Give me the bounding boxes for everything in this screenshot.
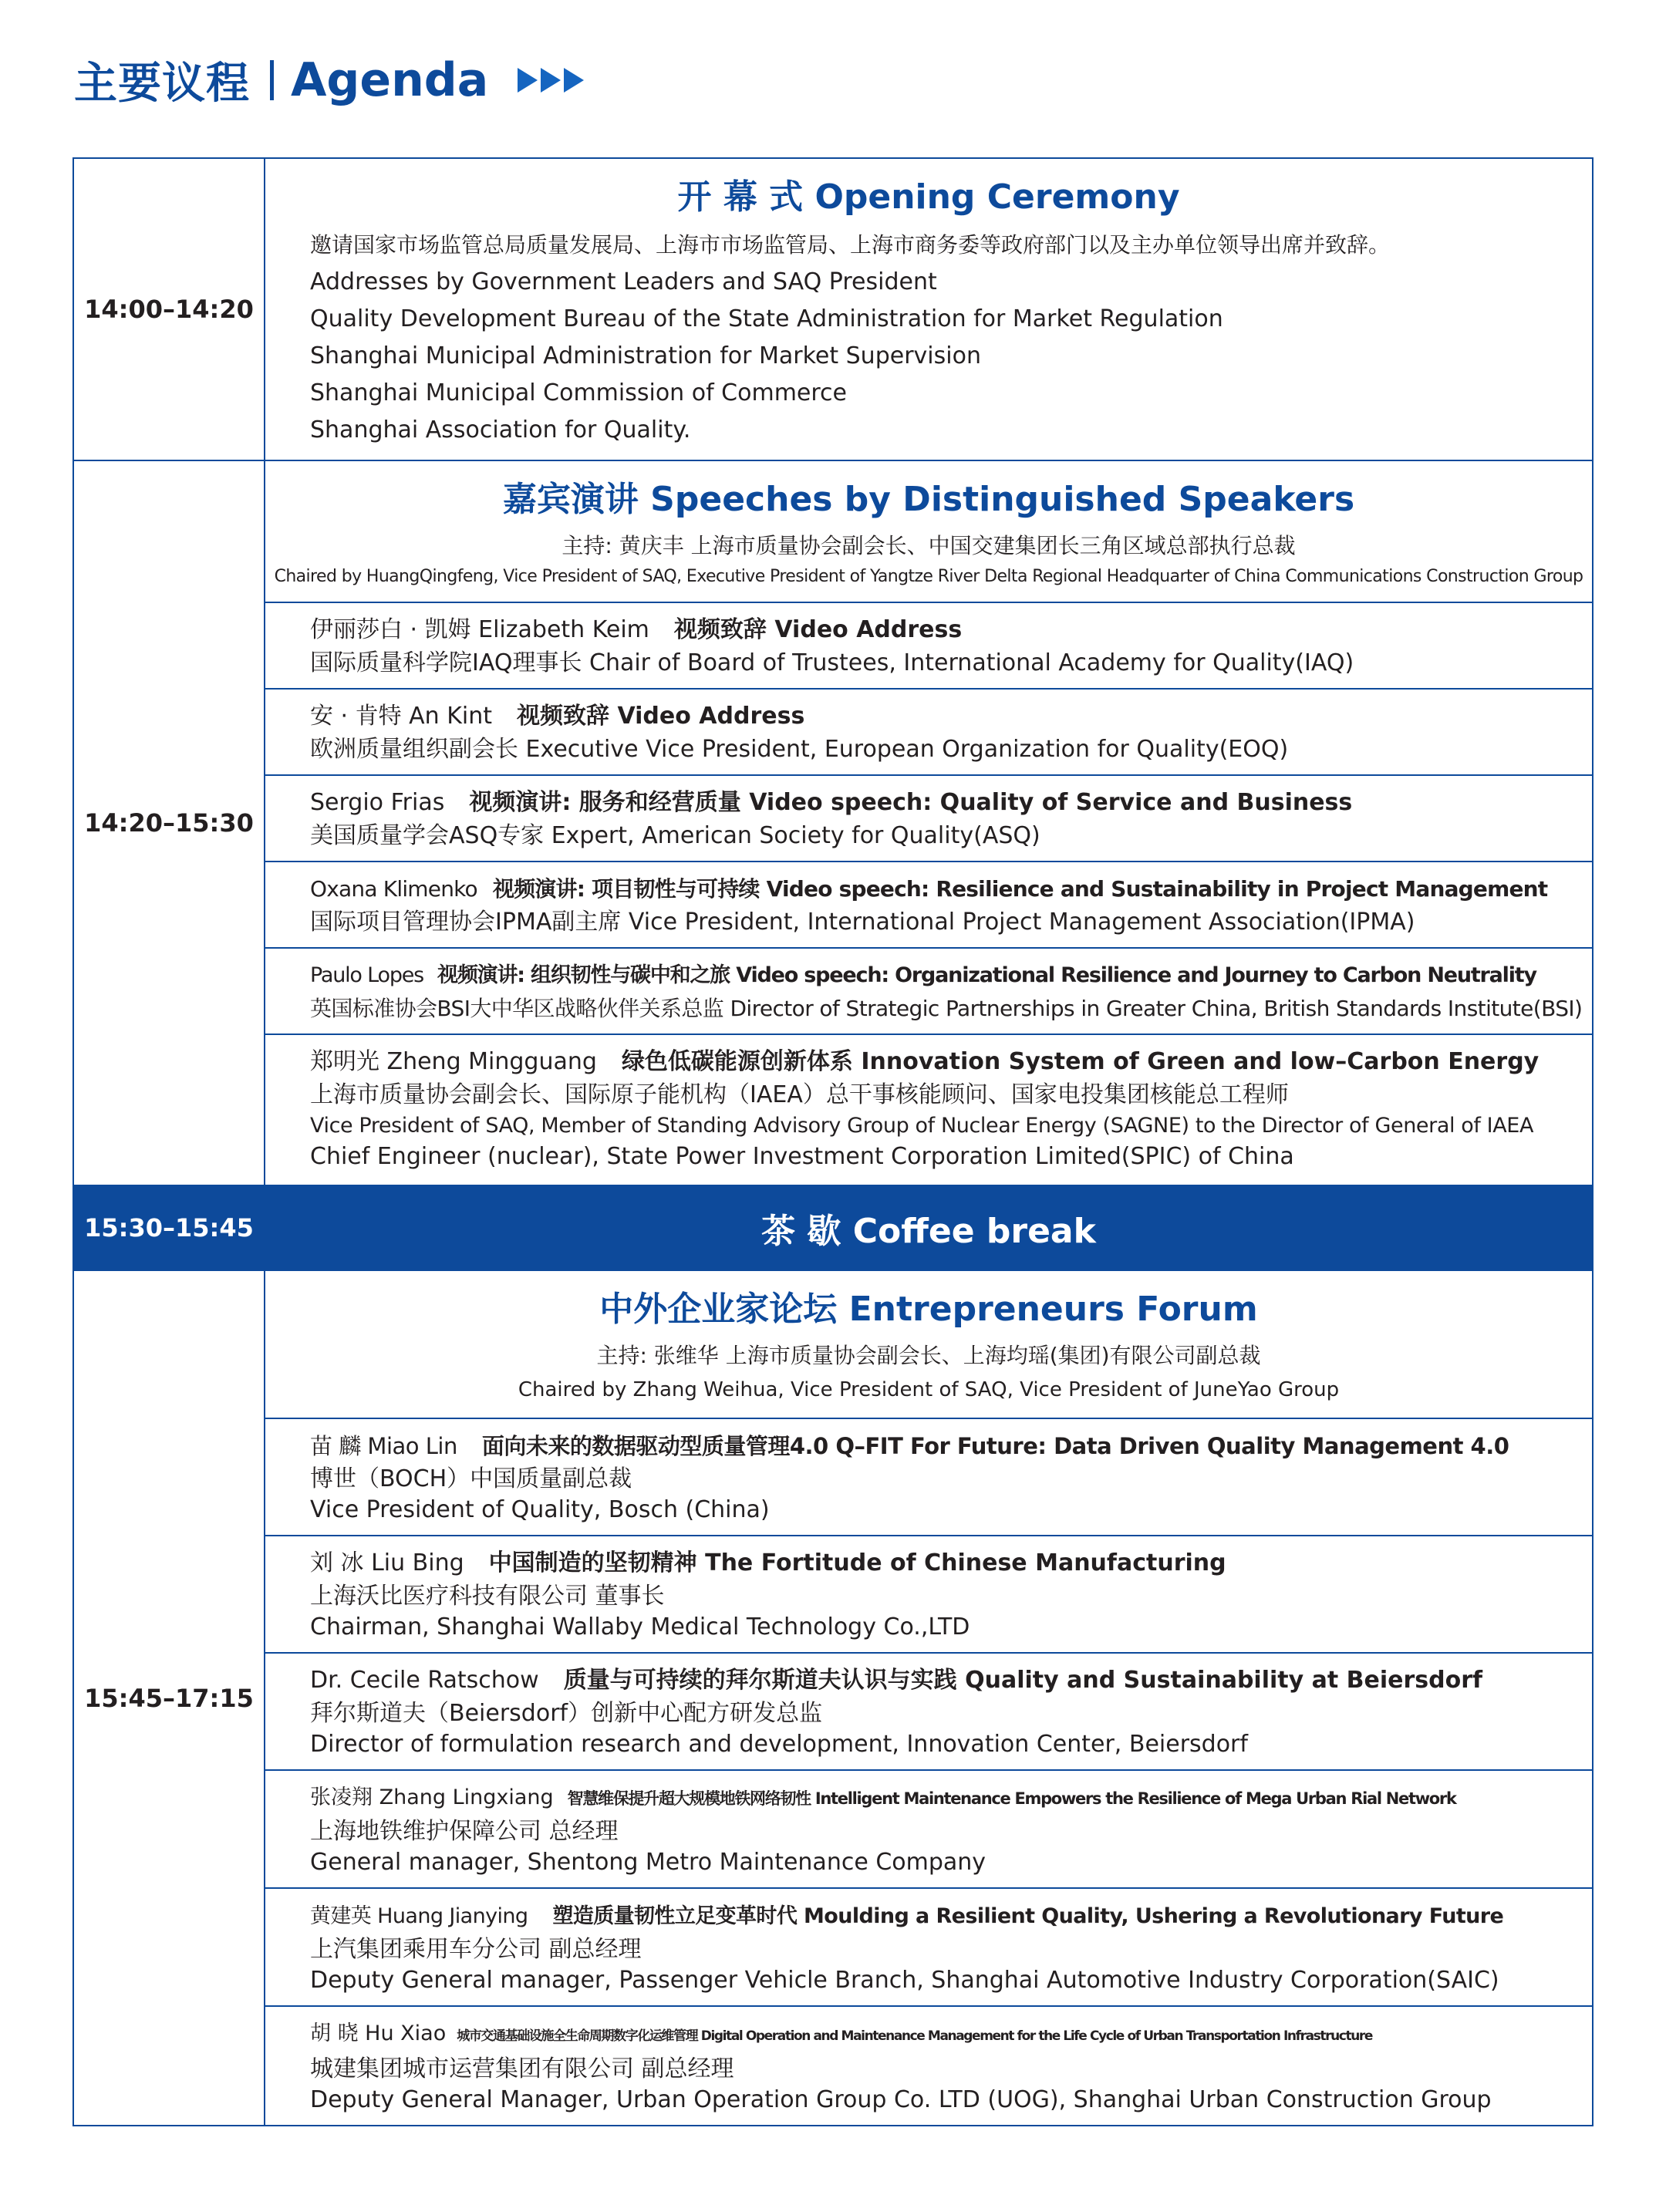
speaker-topic: 中国制造的坚韧精神 The Fortitude of Chinese Manufacturing	[488, 1549, 1226, 1576]
speaker-affiliation: 国际质量科学院IAQ理事长 Chair of Board of Trustees, International Academy for Quality(IAQ)	[310, 649, 1354, 676]
header-title-en: Agenda	[291, 53, 489, 107]
speaker-name: 郑明光 Zheng Mingguang	[310, 1048, 597, 1075]
speaker-name: 张凌翔 Zhang Lingxiang	[310, 1785, 554, 1809]
session-row-forum	[73, 1270, 1593, 2126]
session-title: 中外企业家论坛 Entrepreneurs Forum	[599, 1290, 1258, 1329]
session-line: Shanghai Municipal Administration for Market Supervision	[310, 342, 981, 369]
speaker-affiliation: 城建集团城市运营集团有限公司 副总经理	[310, 2055, 734, 2082]
speaker-topic: 视频演讲: 服务和经营质量 Video speech: Quality of Service and Business	[469, 789, 1353, 816]
speaker-affiliation: 美国质量学会ASQ专家 Expert, American Society for Quality(ASQ)	[310, 822, 1040, 849]
session-time: 15:45–17:15	[73, 1270, 265, 2126]
chair-cn: 主持: 张维华 上海市质量协会副会长、上海均瑶(集团)有限公司副总裁	[596, 1343, 1261, 1368]
speaker-affiliation: 博世（BOCH）中国质量副总裁	[310, 1465, 632, 1492]
speaker-block	[265, 861, 1592, 947]
speaker-name: Paulo Lopes	[310, 963, 424, 987]
session-line: Addresses by Government Leaders and SAQ President	[310, 268, 937, 295]
speaker-affiliation: 拜尔斯道夫（Beiersdorf）创新中心配方研发总监	[310, 1700, 823, 1727]
arrow-icons	[518, 68, 584, 93]
speaker-block	[265, 774, 1592, 861]
speaker-topic: 视频致辞 Video Address	[673, 616, 963, 643]
speaker-block	[265, 2005, 1592, 2125]
agenda-header	[74, 49, 584, 111]
session-line: Shanghai Association for Quality.	[310, 416, 691, 443]
header-title-cn: 主要议程	[74, 59, 250, 109]
speaker-topic: 质量与可持续的拜尔斯道夫认识与实践 Quality and Sustainability at Beiersdorf	[563, 1667, 1483, 1694]
speaker-affiliation: 上海市质量协会副会长、国际原子能机构（IAEA）总干事核能顾问、国家电投集团核能总工程师	[310, 1081, 1289, 1108]
session-line: Quality Development Bureau of the State Administration for Market Regulation	[310, 305, 1223, 332]
speaker-affiliation: 上海沃比医疗科技有限公司 董事长	[310, 1583, 665, 1610]
chair-cn: 主持: 黄庆丰 上海市质量协会副会长、中国交建集团长三角区域总部执行总裁	[562, 533, 1296, 558]
speaker-topic: 城市交通基础设施全生命周期数字化运维管理 Digital Operation and Maintenance Management for the Life Cycle of Urban Transportation Infrastructure	[457, 2028, 1373, 2044]
speaker-name: Oxana Klimenko	[310, 876, 477, 902]
speaker-affiliation: Director of formulation research and development, Innovation Center, Beiersdorf	[310, 1731, 1248, 1758]
header-divider	[270, 60, 274, 100]
session-row-opening	[73, 158, 1593, 460]
speaker-affiliation: 上海地铁维护保障公司 总经理	[310, 1818, 619, 1845]
speaker-affiliation: Chief Engineer (nuclear), State Power Investment Corporation Limited(SPIC) of China	[310, 1143, 1294, 1170]
agenda-table	[73, 157, 1593, 2126]
speaker-name: Sergio Frias	[310, 789, 445, 816]
speaker-affiliation: Vice President of Quality, Bosch (China)	[310, 1496, 770, 1523]
speaker-block	[265, 1418, 1592, 1535]
session-title: 开 幕 式 Opening Ceremony	[677, 177, 1180, 217]
speaker-block	[265, 1769, 1592, 1887]
speaker-affiliation: Deputy General Manager, Urban Operation Group Co. LTD (UOG), Shanghai Urban Construction Group	[310, 2086, 1492, 2113]
session-title: 嘉宾演讲 Speeches by Distinguished Speakers	[502, 480, 1355, 519]
session-row-speeches	[73, 460, 1593, 1185]
speaker-block	[265, 1535, 1592, 1652]
speaker-affiliation: Deputy General manager, Passenger Vehicle Branch, Shanghai Automotive Industry Corporation(SAIC)	[310, 1967, 1499, 1994]
speaker-block	[265, 1034, 1592, 1185]
speaker-block	[265, 1652, 1592, 1769]
session-content	[265, 1270, 1593, 2126]
speaker-affiliation: General manager, Shentong Metro Maintenance Company	[310, 1849, 986, 1876]
session-time: 14:00–14:20	[73, 158, 265, 460]
speaker-block	[265, 1887, 1592, 2005]
session-line: 邀请国家市场监管总局质量发展局、上海市市场监管局、上海市商务委等政府部门以及主办单位领导出席并致辞。	[310, 232, 1391, 258]
speaker-topic: 视频演讲: 项目韧性与可持续 Video speech: Resilience and Sustainability in Project Management	[492, 876, 1548, 902]
speaker-topic: 面向未来的数据驱动型质量管理4.0 Q–FIT For Future: Data Driven Quality Management 4.0	[481, 1433, 1509, 1459]
chair-en: Chaired by HuangQingfeng, Vice President of SAQ, Executive President of Yangtze River Delta Regional Headquarter of China Communications Construction Group	[274, 567, 1583, 586]
session-time: 14:20–15:30	[73, 460, 265, 1185]
session-title: 茶 歇 Coffee break	[761, 1212, 1096, 1251]
speaker-affiliation: 欧洲质量组织副会长 Executive Vice President, European Organization for Quality(EOQ)	[310, 736, 1289, 763]
session-row-coffee-break	[73, 1185, 1593, 1270]
speaker-name: 伊丽莎白 · 凯姆 Elizabeth Keim	[310, 616, 649, 643]
speaker-name: 黄建英 Huang Jianying	[310, 1904, 528, 1928]
speaker-affiliation: 国际项目管理协会IPMA副主席 Vice President, International Project Management Association(IPMA)	[310, 909, 1415, 936]
speaker-topic: 塑造质量韧性立足变革时代 Moulding a Resilient Quality, Ushering a Revolutionary Future	[552, 1904, 1504, 1928]
session-line: Shanghai Municipal Commission of Commerce	[310, 379, 848, 406]
speaker-name: 刘 冰 Liu Bing	[310, 1549, 464, 1576]
speaker-topic: 绿色低碳能源创新体系 Innovation System of Green and low–Carbon Energy	[621, 1048, 1540, 1075]
speaker-name: 安 · 肯特 An Kint	[310, 703, 493, 730]
session-time: 15:30–15:45	[73, 1185, 265, 1270]
speaker-affiliation: 英国标准协会BSI大中华区战略伙伴关系总监 Director of Strategic Partnerships in Greater China, British Standards Institute(BSI)	[310, 996, 1583, 1021]
session-content	[265, 460, 1593, 1185]
speaker-name: 苗 麟 Miao Lin	[310, 1433, 457, 1459]
speaker-name: 胡 晓 Hu Xiao	[310, 2021, 447, 2045]
speaker-name: Dr. Cecile Ratschow	[310, 1667, 539, 1694]
speaker-block	[265, 688, 1592, 774]
speaker-affiliation: Chairman, Shanghai Wallaby Medical Technology Co.,LTD	[310, 1613, 970, 1640]
speaker-block	[265, 602, 1592, 688]
speaker-topic: 智慧维保提升超大规模地铁网络韧性 Intelligent Maintenance Empowers the Resilience of Mega Urban Rial Network	[567, 1789, 1456, 1808]
chair-en: Chaired by Zhang Weihua, Vice President of SAQ, Vice President of JuneYao Group	[518, 1378, 1340, 1401]
speaker-affiliation: 上汽集团乘用车分公司 副总经理	[310, 1936, 642, 1963]
speaker-block	[265, 947, 1592, 1034]
speaker-affiliation: Vice President of SAQ, Member of Standing Advisory Group of Nuclear Energy (SAGNE) to the Director of General of IAEA	[310, 1114, 1534, 1138]
session-content	[265, 1185, 1593, 1270]
speaker-topic: 视频演讲: 组织韧性与碳中和之旅 Video speech: Organizational Resilience and Journey to Carbon Neutrality	[437, 963, 1536, 987]
speaker-topic: 视频致辞 Video Address	[517, 703, 805, 730]
session-content	[265, 158, 1593, 460]
